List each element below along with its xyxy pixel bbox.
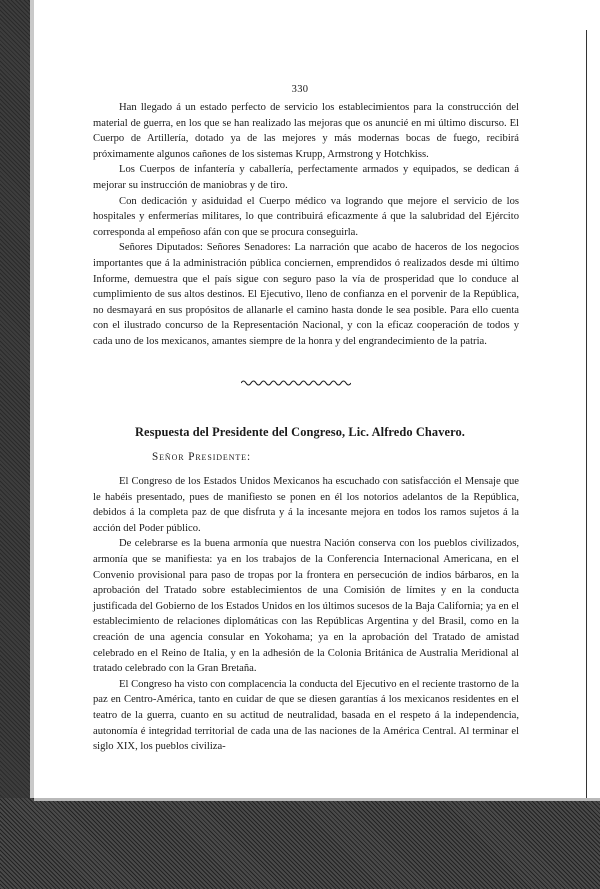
wavy-rule-ornament [241,377,351,387]
paragraph: De celebrarse es la buena armonía que nuestra Nación conserva con los pueblos civilizados, armonía que se manifiesta: ya en los trabajos de la Conferencia Internacional Americana, en el Convenio provisional para paso de tropas por la frontera en persecución de indios bárbaros, en la aprobación del Tratado sobre establecimientos de una Comisión de límites y en la conducta justificada del Gobierno de los Estados Unidos en los últimos sucesos de la Baja California; ya en el establecimiento de relaciones diplomáticas con las Repúblicas Argentina y del Brasil, como en la creación de una agencia consular en Yokohama; ya en la aprobación del Tratado de amistad celebrado en el Reino de Italia, y en la adhesión de la Colonia Británica de Australia Meridional al tratado celebrado con la Gran Bretaña. [93,538,519,675]
scan-border-left [0,0,30,889]
scan-border-right-line [586,30,587,798]
top-text-block [93,100,519,350]
paragraph: Con dedicación y asiduidad el Cuerpo médico va logrando que mejore el servicio de los hospitales y enfermerías militares, lo que contribuirá eficazmente á que la salubridad del Ejército corresponda al empeñoso afán con que se procura conseguirla. [93,195,519,238]
page-number: 330 [291,84,309,95]
paragraph: El Congreso de los Estados Unidos Mexicanos ha escuchado con satisfacción el Mensaje que le habéis presentado, pues de manifiesto se ponen en él los notorios adelantos de la República, debidos á la completa paz de que disfruta y á la incesante mejora en todos los ramos sujetos á la acción del Poder público. [93,476,519,534]
paragraph: El Congreso ha visto con complacencia la conducta del Ejecutivo en el reciente trastorno de la paz en Centro-América, tanto en cuidar de que se diesen garantías á los mexicanos residentes en el teatro de la guerra, cuanto en su actitud de neutralidad, basada en el respeto á la independencia, autonomía é integridad territorial de cada una de las naciones de la América Central. Al terminar el siglo XIX, los pueblos civiliza- [93,678,519,753]
bottom-text-block [93,474,519,755]
section-heading: Respuesta del Presidente del Congreso, Lic. Alfredo Chavero. [135,425,465,439]
scan-border-bottom-edge [34,798,600,801]
scan-border-left-edge [30,0,34,889]
paragraph: Los Cuerpos de infantería y caballería, perfectamente armados y equipados, se dedican á mejorar su instrucción de maniobras y de tiro. [93,164,519,191]
paragraph: Han llegado á un estado perfecto de servicio los establecimientos para la construcción del material de guerra, en los que se han realizado las mejoras que os anuncié en mi último discurso. El Cuerpo de Artillería, dotado ya de las mejores y más modernas bocas de fuego, recibirá próximamente algunos cañones de los sistemas Krupp, Armstrong y Hotchkiss. [93,102,519,160]
paragraph: Señores Diputados: Señores Senadores: La narración que acabo de haceros de los negocios importantes que á la administración pública conciernen, emprendidos ó realizados desde mi último Informe, demuestra que el país sigue con seguro paso la vía de prosperidad que lo conduce al cumplimiento de sus altos destinos. El Ejecutivo, lleno de confianza en el porvenir de la República, no desmayará en sus propósitos de allanarle el camino hasta donde le sea posible. Para ello cuenta con el ilustrado concurso de la Representación Nacional, y con la eficaz cooperación de todos y cada uno de los mexicanos, amantes siempre de la honra y del engrandecimiento de la patria. [93,242,519,347]
salutation: Señor Presidente: [152,451,251,463]
scan-border-bottom [0,798,600,889]
